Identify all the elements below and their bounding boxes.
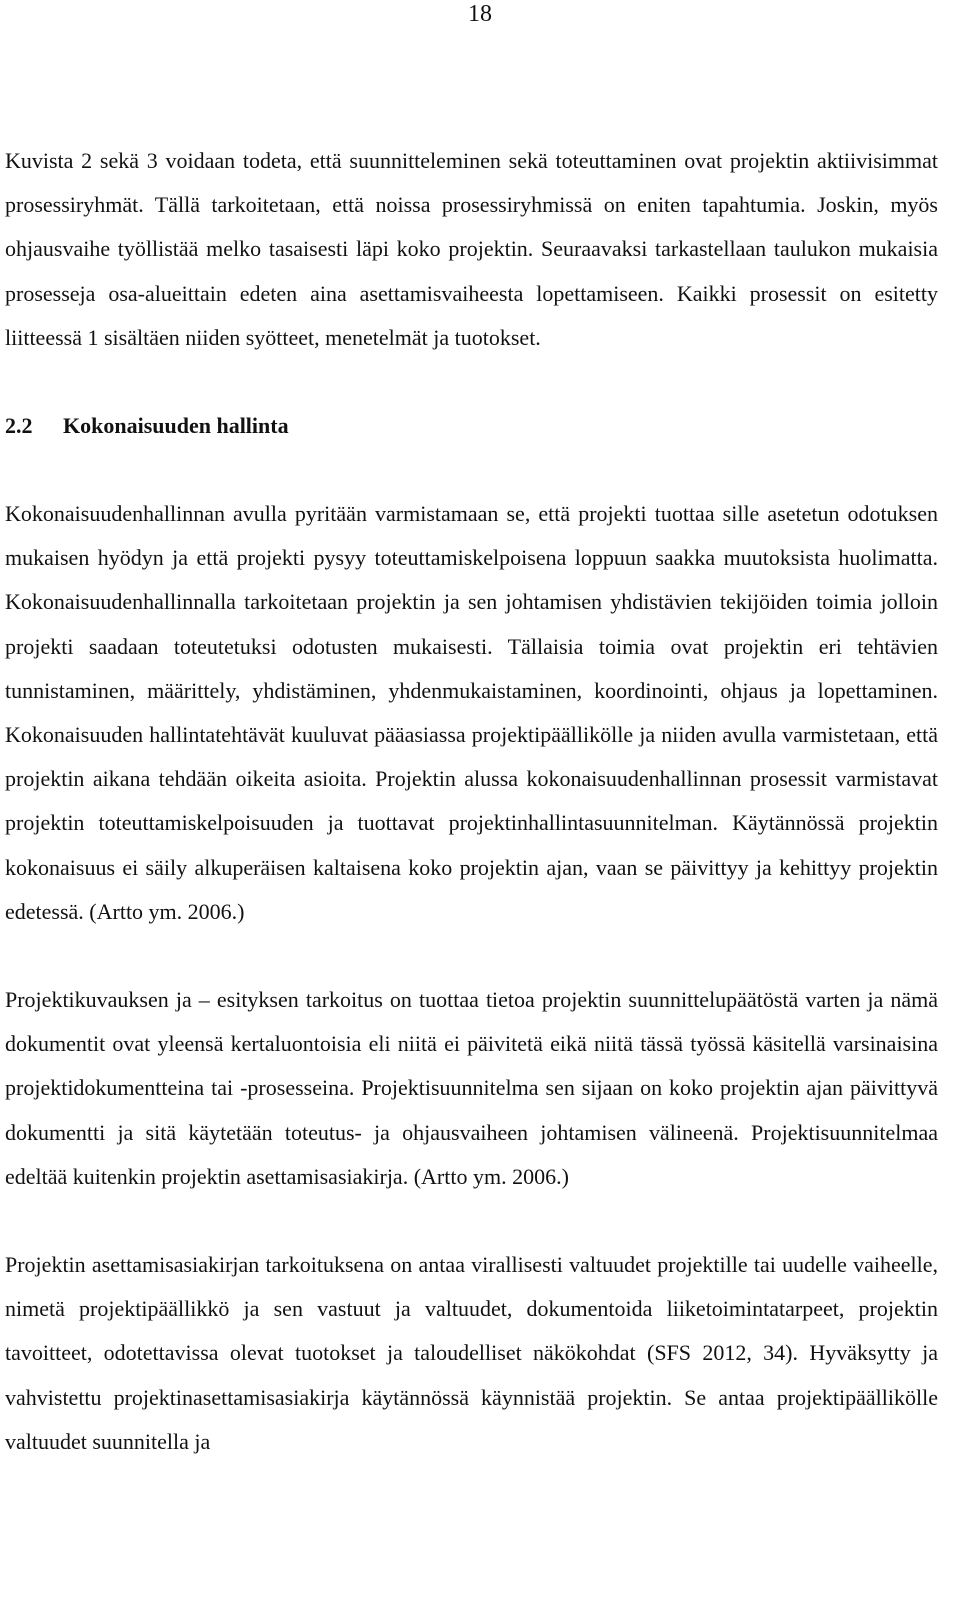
paragraph-scope-management: Kokonaisuudenhallinnan avulla pyritään varmistamaan se, että projekti tuottaa sille asetetun odotuksen mukaisen hyödyn ja että projekti pysyy toteuttamiskelpoisena loppuun saakka muutoksista huolimatta. Kokonaisuudenhallinnalla tarkoitetaan projektin ja sen johtamisen yhdistävien tekijöiden toimia jolloin projekti saadaan toteutetuksi odotusten mukaisesti. Tällaisia toimia ovat projektin eri tehtävien tunnistaminen, määrittely, yhdistäminen, yhdenmukaistaminen, koordinointi, ohjaus ja lopettaminen. Kokonaisuuden hallintatehtävät kuuluvat pääasiassa projektipäällikölle ja niiden avulla varmistetaan, että projektin aikana tehdään oikeita asioita. Projektin alussa kokonaisuudenhallinnan prosessit varmistavat projektin toteuttamiskelpoisuuden ja tuottavat projektinhallintasuunnitelman. Käytännössä projektin kokonaisuus ei säily alkuperäisen kaltaisena koko projektin ajan, vaan se päivittyy ja kehittyy projektin edetessä. (Artto ym. 2006.) (5, 501, 938, 924)
document-body (5, 139, 938, 1464)
paragraph-spacer (5, 934, 938, 978)
section-title: Kokonaisuuden hallinta (63, 413, 289, 439)
paragraph-intro: Kuvista 2 sekä 3 voidaan todeta, että suunnitteleminen sekä toteuttaminen ovat projektin aktiivisimmat prosessiryhmät. Tällä tarkoitetaan, että noissa prosessiryhmissä on eniten tapahtumia. Joskin, myös ohjausvaihe työllistää melko tasaisesti läpi koko projektin. Seuraavaksi tarkastellaan taulukon mukaisia prosesseja osa-alueittain edeten aina asettamisvaiheesta lopettamiseen. Kaikki prosessit on esitetty liitteessä 1 sisältäen niiden syötteet, menetelmät ja tuotokset. (5, 148, 938, 350)
paragraph-spacer (5, 360, 938, 404)
paragraph-spacer (5, 1199, 938, 1243)
paragraph-spacer (5, 448, 938, 492)
paragraph-project-description: Projektikuvauksen ja – esityksen tarkoitus on tuottaa tietoa projektin suunnittelupäätöstä varten ja nämä dokumentit ovat yleensä kertaluontoisia eli niitä ei päivitetä eikä niitä tässä työssä käsitellä varsinaisina projektidokumentteina tai -prosesseina. Projektisuunnitelma sen sijaan on koko projektin ajan päivittyvä dokumentti ja sitä käytetään toteutus- ja ohjausvaiheen johtamisen välineenä. Projektisuunnitelmaa edeltää kuitenkin projektin asettamisasiakirja. (Artto ym. 2006.) (5, 987, 938, 1189)
section-heading (5, 404, 938, 448)
paragraph-project-charter: Projektin asettamisasiakirjan tarkoituksena on antaa virallisesti valtuudet projektille tai uudelle vaiheelle, nimetä projektipäällikkö ja sen vastuut ja valtuudet, dokumentoida liiketoimintatarpeet, projektin tavoitteet, odotettavissa olevat tuotokset ja taloudelliset näkökohdat (SFS 2012, 34). Hyväksytty ja vahvistettu projektinasettamisasiakirja käytännössä käynnistää projektin. Se antaa projektipäällikölle valtuudet suunnitella ja (5, 1252, 938, 1454)
section-number: 2.2 (5, 413, 33, 439)
page-number: 18 (468, 1, 492, 27)
